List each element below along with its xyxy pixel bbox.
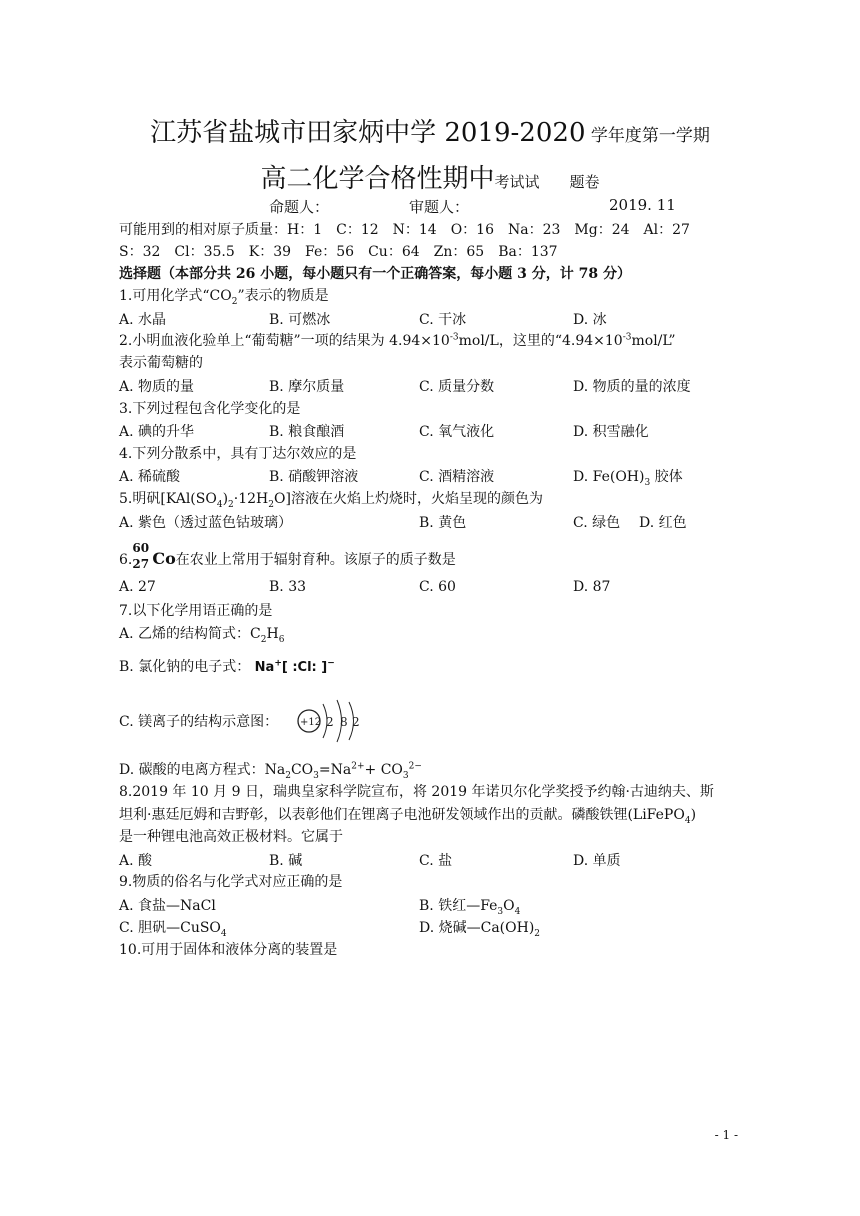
question-3-options: A. 碘的升华 B. 粮食酿酒 C. 氧气液化 D. 积雪融化 <box>119 424 649 440</box>
exam-subtitle: 高二化学合格性期中考试试 题卷 <box>260 164 600 194</box>
question-4-options: A. 稀硫酸 B. 硝酸钾溶液 C. 酒精溶液 D. $Fe(OH)_3$ 胶体 <box>119 466 759 486</box>
question-2-options: A. 物质的量 B. 摩尔质量 C. 质量分数 D. 物质的量的浓度 <box>119 379 691 395</box>
question-7-option-c: C. 镁离子的结构示意图： <box>119 714 279 730</box>
question-5-options: A. 紫色（透过蓝色钴玻璃） B. 黄色 C. 绿色 D. 红色 <box>119 515 687 531</box>
question-1-options: A. 水晶 B. 可燃冰 C. 干冰 D. 冰 <box>119 312 607 328</box>
question-8-options: A. 酸 B. 碱 C. 盐 D. 单质 <box>119 853 621 869</box>
svg-text:+12: +12 <box>300 717 322 728</box>
svg-text:2: 2 <box>326 715 334 729</box>
question-4: 4.下列分散系中，具有丁达尔效应的是 <box>119 446 357 462</box>
question-6-options: A. 27 B. 33 C. 60 D. 87 <box>119 579 611 595</box>
svg-text:2: 2 <box>352 715 360 729</box>
atomic-mass-line-2: S：32 Cl：35.5 K：39 Fe：56 Cu：64 Zn：65 Ba：137 <box>119 244 558 260</box>
q9-option-c: C. 胆矾—CuSO$_4$ <box>119 920 227 939</box>
page-number: - 1 - <box>714 1128 738 1142</box>
question-9-options-1: A. 食盐—NaCl B. 铁红$—Fe_3O_4$ <box>119 895 759 915</box>
question-2-cont: 表示葡萄糖的 <box>119 355 203 371</box>
question-8: 8.2019 年 10 月 9 日，瑞典皇家科学院宣布，将 2019 年诺贝尔化学奖授予约翰·古迪纳夫、斯 <box>119 784 714 800</box>
q4-option-d: D. $Fe(OH)_3$ 胶体 <box>573 469 683 488</box>
author-line: 命题人： 审题人： 2019. 11 <box>269 196 676 216</box>
section-heading: 选择题（本部分共 26 小题，每小题只有一个正确答案，每小题 3 分，计 78 分） <box>119 266 631 282</box>
question-7-option-b: B. 氯化钠的电子式： Na+[ :Cl: ]− <box>119 658 335 675</box>
question-2: 2.小明血液化验单上“葡萄糖”一项的结果为 $4.94\times 10^{-3}mol/L$，这里的“$4.94\times 10^{-3}mol/L$” <box>119 332 676 349</box>
question-1: 1.可用化学式“$CO_2$”表示的物质是 <box>119 288 329 307</box>
question-8-cont-2: 是一种锂电池高效正极材料。它属于 <box>119 829 343 845</box>
question-7: 7.以下化学用语正确的是 <box>119 603 273 619</box>
question-5: 5.明矾$[KAl(SO_4)_2\cdot 12H_2O]$溶液在火焰上灼烧时，火焰呈现的颜色为 <box>119 491 543 510</box>
electron-formula-image: Na+[ :Cl: ]− <box>254 658 335 675</box>
exam-title: 江苏省盐城市田家炳中学 2019-2020 学年度第一学期 <box>150 118 710 148</box>
q9-option-d: D. 烧碱$—Ca(OH)_2$ <box>419 920 541 939</box>
question-10: 10.可用于固体和液体分离的装置是 <box>119 942 338 958</box>
svg-text:8: 8 <box>340 715 348 729</box>
question-9: 9.物质的俗名与化学式对应正确的是 <box>119 874 343 890</box>
magnesium-ion-diagram <box>295 694 365 744</box>
question-8-cont-1: 坦利·惠廷厄姆和吉野彰，以表彰他们在锂离子电池研发领域作出的贡献。磷酸铁锂(LiFePO$_4$) <box>119 807 697 826</box>
atomic-mass-line-1: 可能用到的相对原子质量：H：1 C：12 N：14 O：16 Na：23 Mg：24 Al：27 <box>119 222 690 238</box>
question-7-option-a: A. 乙烯的结构简式：$C_2H_6$ <box>119 626 285 645</box>
nuclide-notation: 60 27 <box>132 541 150 571</box>
question-9-options-2 <box>119 917 759 937</box>
question-3: 3.下列过程包含化学变化的是 <box>119 401 301 417</box>
question-7-option-d: D. 碳酸的电离方程式：$Na_2CO_3=Na^{2+}+ CO_3^{2-}$ <box>119 761 422 781</box>
q9-option-b: B. 铁红$—Fe_3O_4$ <box>419 898 521 917</box>
question-6: 6. 60 27 Co在农业上常用于辐射育种。该原子的质子数是 <box>119 541 456 571</box>
